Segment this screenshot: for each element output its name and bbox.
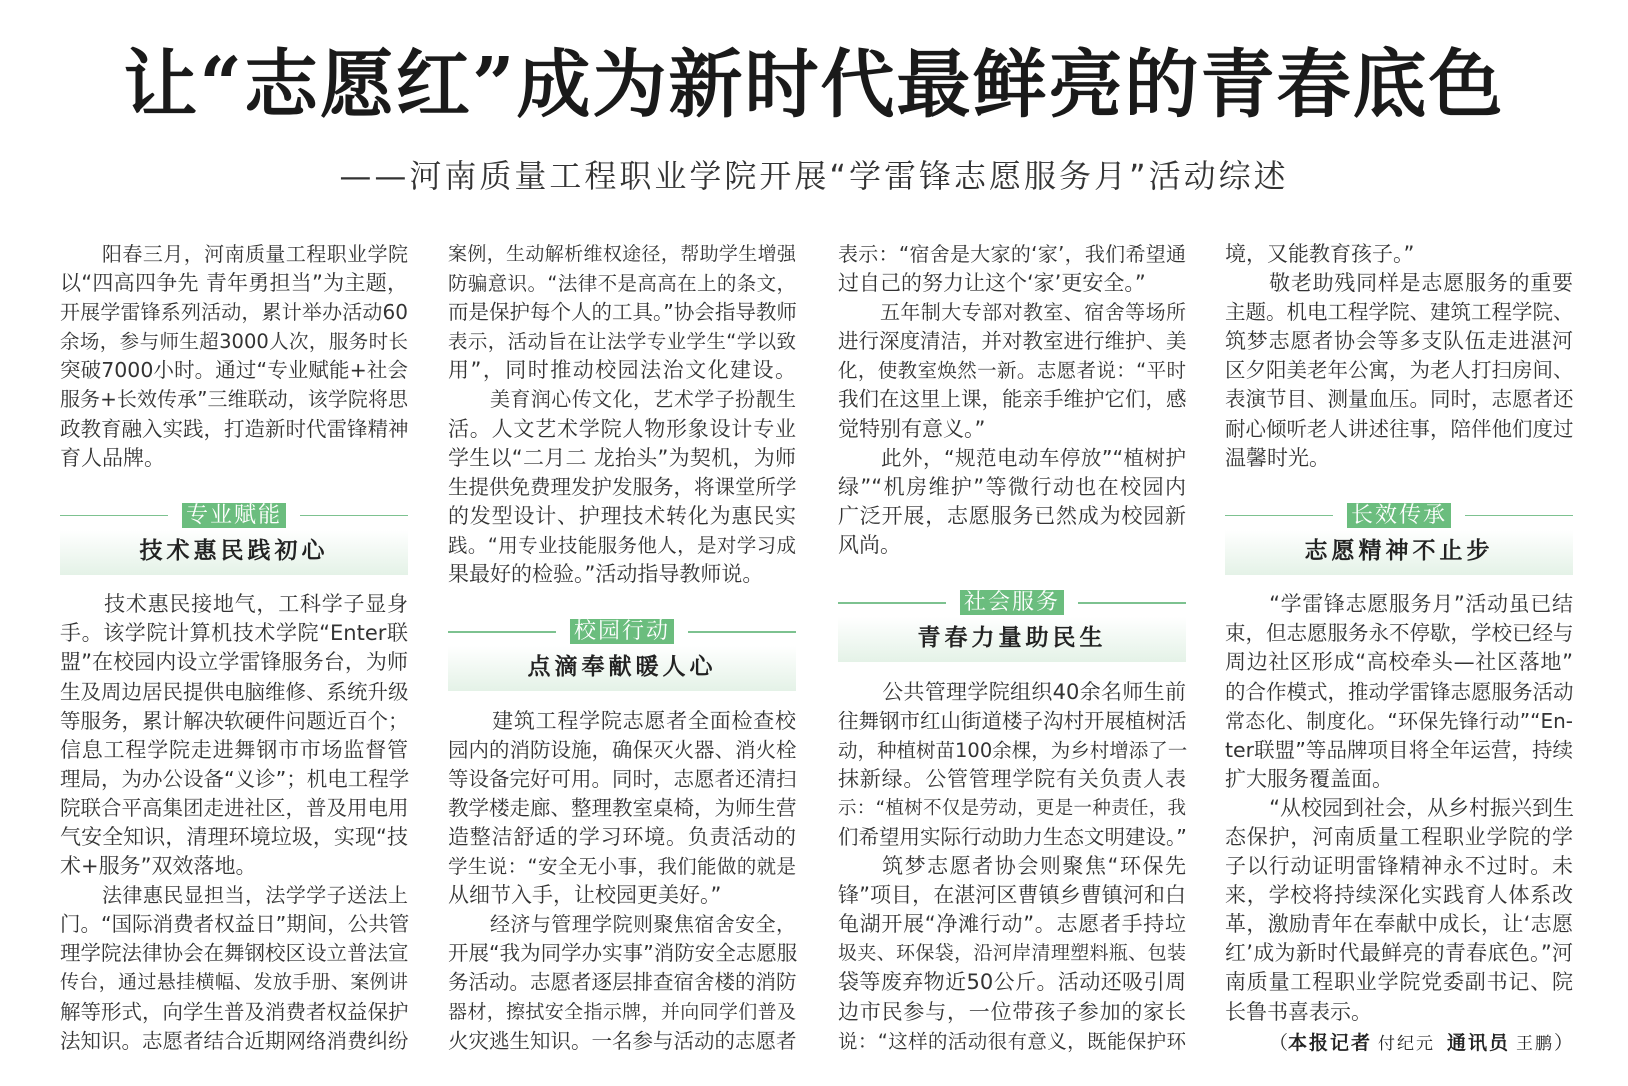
correspondent-label: 通讯员 [1446, 1032, 1510, 1054]
text-line: 周边社区形成“高校牵头—社区落地” [1225, 650, 1573, 675]
divider [300, 515, 408, 517]
text-line: 政教育融入实践，打造新时代雷锋精神 [60, 416, 409, 441]
paragraph [60, 881, 408, 1056]
text-line: 从细节入手，让校园更美好。” [448, 883, 722, 908]
text-line: ter联盟”等品牌项目将全年运营，持续 [1225, 737, 1573, 762]
reporter-name: 付纪元 [1377, 1034, 1435, 1054]
text-line: 园内的消防设施，确保灭火器、消火栓 [448, 737, 797, 762]
text-line: 长鲁书喜表示。 [1225, 999, 1372, 1024]
paragraph [60, 240, 408, 473]
text-line: 造整洁舒适的学习环境。负责活动的 [448, 825, 796, 849]
paragraph [838, 678, 1186, 853]
text-line: 学生以“二月二 龙抬头”为契机，为师 [448, 445, 796, 470]
text-line: 常态化、制度化。“环保先锋行动”“En- [1225, 708, 1573, 733]
paragraph [448, 910, 796, 1055]
text-line: 等服务，累计解决软硬件问题近百个； [60, 708, 409, 733]
text-line: 主题。机电工程学院、建筑工程学院、 [1225, 300, 1574, 325]
text-line: 筑梦志愿者协会等多支队伍走进湛河 [1225, 329, 1573, 354]
section-header [60, 473, 408, 591]
text-line: 学生说：“安全无小事，我们能做的就是 [448, 855, 796, 879]
text-line: 火灾逃生知识。一名参与活动的志愿者 [448, 1028, 797, 1053]
text-line: 动，种植树苗100余棵，为乡村增添了一 [838, 738, 1188, 762]
text-line: 温馨时光。 [1225, 445, 1330, 470]
text-line: 们希望用实际行动助力生态文明建设。” [838, 825, 1187, 849]
reporter-label: 本报记者 [1287, 1032, 1372, 1054]
paragraph [448, 385, 796, 589]
text-line: 革，激励青年在奉献中成长，让‘志愿 [1225, 912, 1573, 937]
text-line: 阳春三月，河南质量工程职业学院 [102, 242, 408, 266]
text-line: 绿”“机房维护”等微行动也在校园内 [838, 474, 1186, 499]
text-line: 理学院法律协会在舞钢校区设立普法宣 [60, 941, 409, 966]
text-line: 往舞钢市红山街道楼子沟村开展植树活 [838, 708, 1187, 733]
text-line: 表演节目、测量血压。同时，志愿者还 [1225, 387, 1574, 412]
section-title: 技术惠民践初心 [60, 530, 408, 575]
headline: 让“志愿红”成为新时代最鲜亮的青春底色 [123, 42, 1505, 128]
text-line: 院联合平高集团走进社区，普及用电用 [60, 795, 409, 820]
paragraph [1225, 590, 1573, 794]
text-line: 活。人文艺术学院人物形象设计专业 [448, 416, 796, 441]
text-line: 理局，为办公设备“义诊”；机电工程学 [60, 766, 410, 791]
text-line: 育人品牌。 [60, 445, 165, 470]
text-line: 法知识。志愿者结合近期网络消费纠纷 [60, 1028, 409, 1053]
text-line: 盟”在校园内设立学雷锋服务台，为师 [60, 650, 408, 675]
section-header [448, 589, 796, 707]
divider [838, 602, 946, 604]
text-line: 过自己的努力让这个‘家’更安全。” [838, 271, 1146, 296]
text-line: 手。该学院计算机技术学院“Enter联 [60, 621, 408, 646]
text-line: 服务+长效传承”三维联动，该学院将思 [60, 387, 408, 412]
divider [448, 631, 556, 633]
text-line: 传台，通过悬挂横幅、发放手册、案例讲 [60, 971, 408, 994]
text-line: 法律惠民显担当，法学学子送法上 [102, 883, 408, 908]
divider [1465, 515, 1573, 517]
article-column-4 [1225, 240, 1573, 1027]
text-line: 案例，生动解析维权途径，帮助学生增强 [448, 243, 796, 265]
section-tag: 校园行动 [570, 619, 674, 644]
text-line: 风尚。 [838, 532, 901, 557]
text-line: 敬老助残同样是志愿服务的重要 [1269, 271, 1573, 296]
text-line: 示：“植树不仅是劳动，更是一种责任，我 [838, 797, 1186, 819]
divider [1078, 602, 1186, 604]
paragraph [838, 298, 1186, 443]
text-line: 果最好的检验。”活动指导教师说。 [448, 562, 764, 587]
section-tag: 社会服务 [960, 590, 1064, 615]
paragraph [838, 240, 1186, 298]
text-line: 表示，活动旨在让法学专业学生“学以致 [448, 330, 796, 354]
text-line: 境，又能教育孩子。” [1225, 242, 1415, 266]
paragraph [1225, 794, 1573, 1027]
text-line: 突破7000小时。通过“专业赋能+社会 [60, 358, 408, 383]
byline [1269, 1029, 1573, 1058]
byline-close: ） [1553, 1032, 1573, 1054]
text-line: 圾夹、环保袋，沿河岸清理塑料瓶、包装 [838, 942, 1186, 965]
text-line: 锋”项目，在湛河区曹镇乡曹镇河和白 [838, 883, 1186, 908]
text-line: 解等形式，向学生普及消费者权益保护 [60, 999, 409, 1024]
text-line: 而是保护每个人的工具。”协会指导教师 [448, 300, 797, 325]
text-line: 的合作模式，推动学雷锋志愿服务活动 [1225, 679, 1574, 704]
text-line: 来，学校将持续深化实践育人体系改 [1225, 883, 1573, 908]
paragraph [1225, 240, 1573, 269]
text-line: “从校园到社会，从乡村振兴到生 [1269, 795, 1574, 820]
text-line: 表示：“宿舍是大家的‘家’，我们希望通 [838, 242, 1186, 266]
paragraph [448, 240, 796, 385]
article-column-3 [838, 240, 1186, 1056]
text-line: 以“四高四争先 青年勇担当”为主题， [60, 271, 408, 296]
paragraph [838, 852, 1186, 1056]
byline-open: （ [1268, 1032, 1288, 1054]
section-tag: 长效传承 [1347, 503, 1451, 528]
text-line: 袋等废弃物近50公斤。活动还吸引周 [838, 970, 1186, 995]
text-line: 开展“我为同学办实事”消防安全志愿服 [448, 941, 798, 966]
text-line: 态保护，河南质量工程职业学院的学 [1225, 825, 1573, 849]
text-line: 区夕阳美老年公寓，为老人打扫房间、 [1225, 358, 1574, 383]
text-line: 术+服务”双效落地。 [60, 854, 257, 879]
text-line: 南质量工程职业学院党委副书记、院 [1225, 970, 1573, 995]
text-line: 筑梦志愿者协会则聚焦“环保先 [882, 854, 1186, 879]
text-line: 红’成为新时代最鲜亮的青春底色。”河 [1225, 941, 1573, 966]
subheadline: ——河南质量工程职业学院开展“学雷锋志愿服务月”活动综述 [339, 157, 1289, 195]
text-line: 扩大服务覆盖面。 [1225, 766, 1393, 791]
text-line: 生提供免费理发护发服务，将课堂所学 [448, 474, 797, 499]
text-line: 气安全知识，清理环境垃圾，实现“技 [60, 825, 408, 849]
text-line: 美育润心传文化，艺术学子扮靓生 [490, 387, 796, 412]
section-title: 志愿精神不止步 [1225, 530, 1573, 575]
section-title: 青春力量助民生 [838, 617, 1186, 662]
text-line: 广泛开展，志愿服务已然成为校园新 [838, 503, 1186, 528]
text-line: 边市民参与，一位带孩子参加的家长 [838, 999, 1186, 1024]
text-line: 束，但志愿服务永不停歇，学校已经与 [1225, 621, 1574, 646]
section-title: 点滴奉献暖人心 [448, 646, 796, 691]
text-line: 的发型设计、护理技术转化为惠民实 [448, 503, 796, 528]
section-tag: 专业赋能 [182, 503, 286, 528]
text-line: 用”，同时推动校园法治文化建设。 [448, 358, 796, 383]
correspondent-name: 王鹏 [1515, 1034, 1554, 1054]
article-column-1 [60, 240, 408, 1056]
text-line: 教学楼走廊、整理教室桌椅，为师生营 [448, 795, 797, 820]
text-line: 龟湖开展“净滩行动”。志愿者手持垃 [838, 912, 1186, 937]
paragraph [448, 707, 796, 911]
article-column-2 [448, 240, 796, 1056]
text-line: 公共管理学院组织40余名师生前 [882, 679, 1186, 704]
section-header [1225, 473, 1573, 591]
text-line: 觉特别有意义。” [838, 416, 986, 441]
paragraph [838, 444, 1186, 560]
text-line: 说：“这样的活动很有意义，既能保护环 [838, 1029, 1186, 1053]
text-line: 耐心倾听老人讲述往事，陪伴他们度过 [1225, 416, 1574, 441]
text-line: 进行深度清洁，并对教室进行维护、美 [838, 329, 1187, 354]
text-line: 务活动。志愿者逐层排查宿舍楼的消防 [448, 970, 797, 995]
text-line: 开展学雷锋系列活动，累计举办活动60 [60, 300, 408, 325]
paragraph [60, 590, 408, 881]
text-line: 器材，擦拭安全指示牌，并向同学们普及 [448, 1000, 796, 1023]
text-line: 我们在这里上课，能亲手维护它们，感 [838, 387, 1187, 412]
text-line: 生及周边居民提供电脑维修、系统升级 [60, 679, 409, 704]
divider [60, 515, 168, 517]
divider [688, 631, 796, 633]
text-line: 抹新绿。公管管理学院有关负责人表 [838, 766, 1186, 791]
text-line: “学雷锋志愿服务月”活动虽已结 [1269, 592, 1573, 617]
text-line: 化，使教室焕然一新。志愿者说：“平时 [838, 359, 1186, 383]
text-line: 门。“国际消费者权益日”期间，公共管 [60, 912, 410, 937]
text-line: 技术惠民接地气，工科学子显身 [104, 592, 408, 617]
section-header [838, 560, 1186, 678]
text-line: 践。“用专业技能服务他人，是对学习成 [448, 533, 796, 557]
text-line: 建筑工程学院志愿者全面检查校 [492, 708, 796, 733]
text-line: 等设备完好可用。同时，志愿者还清扫 [448, 766, 797, 791]
text-line: 此外，“规范电动车停放”“植树护 [881, 445, 1186, 470]
text-line: 五年制大专部对教室、宿舍等场所 [880, 300, 1186, 325]
text-line: 信息工程学院走进舞钢市市场监督管 [60, 737, 408, 762]
divider [1225, 515, 1333, 517]
text-line: 子以行动证明雷锋精神永不过时。未 [1225, 854, 1573, 879]
text-line: 余场，参与师生超3000人次，服务时长 [60, 330, 408, 354]
text-line: 防骗意识。“法律不是高高在上的条文， [448, 272, 796, 296]
text-line: 经济与管理学院则聚焦宿舍安全， [490, 912, 796, 937]
paragraph [1225, 269, 1573, 473]
